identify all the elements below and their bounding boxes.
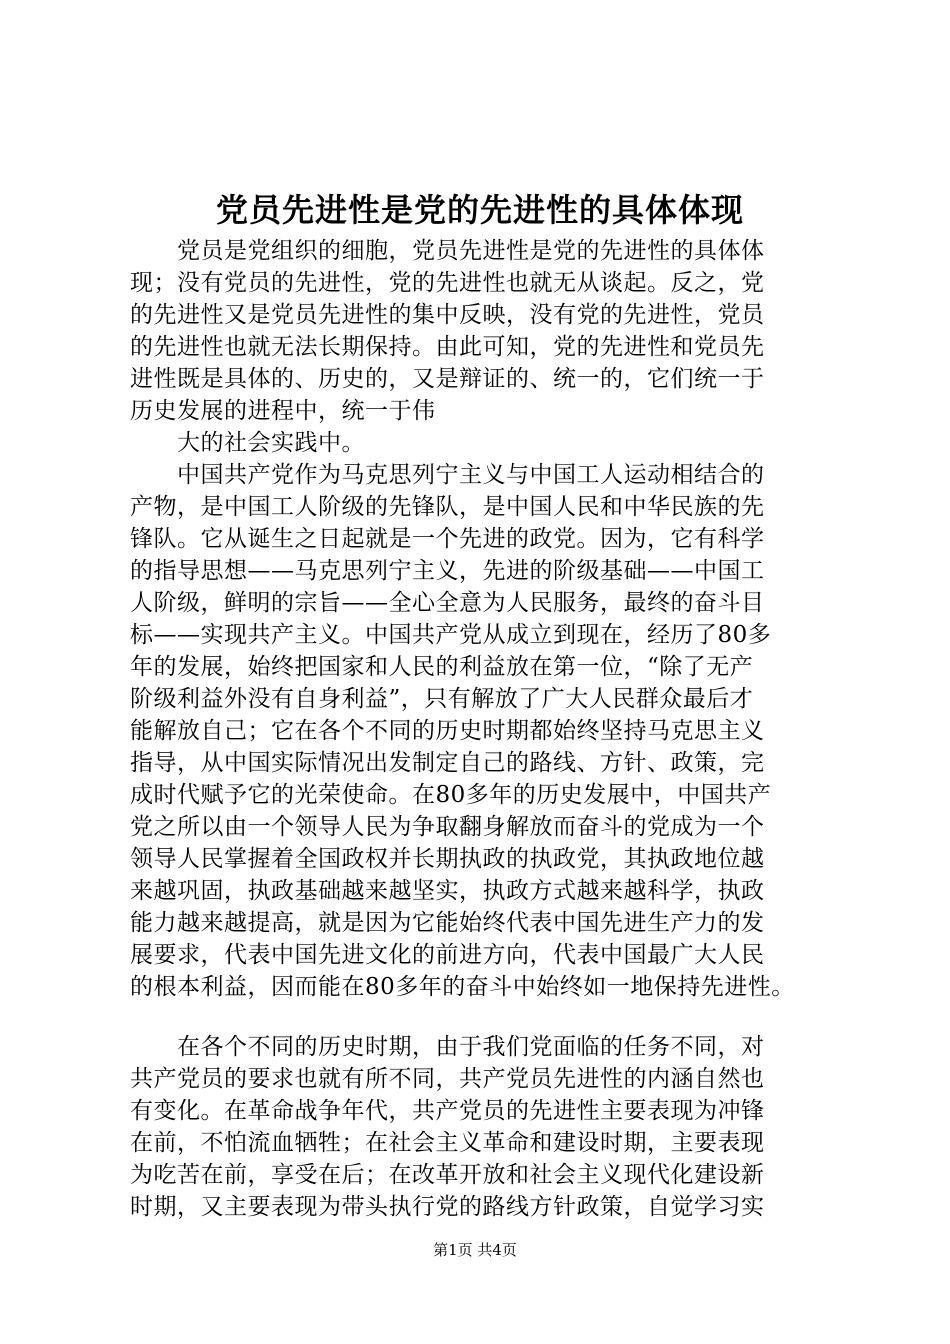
- text-line: 领导人民掌握着全国政权并长期执政的执政党，其执政地位越: [130, 846, 765, 872]
- text-line: 党之所以由一个领导人民为争取翻身解放而奋斗的党成为一个: [130, 814, 765, 840]
- text-line: 来越巩固，执政基础越来越坚实，执政方式越来越科学，执政: [130, 878, 765, 904]
- text-line: 展要求，代表中国先进文化的前进方向，代表中国最广大人民: [130, 942, 765, 968]
- text-line: 成时代赋予它的光荣使命。在80多年的历史发展中，中国共产: [130, 782, 772, 808]
- text-line: 大的社会实践中。: [177, 430, 365, 456]
- text-line: 能力越来越提高，就是因为它能始终代表中国先进生产力的发: [130, 910, 765, 936]
- text-line: 阶级利益外没有自身利益”，只有解放了广大人民群众最后才: [130, 686, 754, 712]
- text-line: 为吃苦在前，享受在后；在改革开放和社会主义现代化建设新: [130, 1162, 765, 1188]
- text-line: 时期，又主要表现为带头执行党的路线方针政策，自觉学习实: [130, 1194, 765, 1220]
- document-title: 党员先进性是党的先进性的具体体现: [215, 191, 744, 229]
- text-line: 产物，是中国工人阶级的先锋队，是中国人民和中华民族的先: [130, 494, 765, 520]
- text-line: 进性既是具体的、历史的，又是辩证的、统一的，它们统一于: [130, 366, 765, 392]
- text-line: 的根本利益，因而能在80多年的奋斗中始终如一地保持先进性。: [130, 974, 795, 1000]
- text-line: 历史发展的进程中，统一于伟: [130, 398, 436, 424]
- text-line: 在各个不同的历史时期，由于我们党面临的任务不同，对: [177, 1034, 765, 1060]
- text-line: 现；没有党员的先进性，党的先进性也就无从谈起。反之，党: [130, 270, 765, 296]
- text-line: 指导，从中国实际情况出发制定自己的路线、方针、政策，完: [130, 750, 765, 776]
- text-line: 共产党员的要求也就有所不同，共产党员先进性的内涵自然也: [130, 1066, 765, 1092]
- text-line: 年的发展，始终把国家和人民的利益放在第一位，“除了无产: [130, 654, 754, 680]
- page-footer: 第1页 共4页: [433, 1241, 517, 1259]
- text-line: 标——实现共产主义。中国共产党从成立到现在，经历了80多: [130, 622, 772, 648]
- text-line: 的先进性又是党员先进性的集中反映，没有党的先进性，党员: [130, 302, 765, 328]
- text-line: 有变化。在革命战争年代，共产党员的先进性主要表现为冲锋: [130, 1098, 765, 1124]
- text-line: 的先进性也就无法长期保持。由此可知，党的先进性和党员先: [130, 334, 765, 360]
- text-line: 中国共产党作为马克思列宁主义与中国工人运动相结合的: [177, 462, 765, 488]
- text-line: 人阶级，鲜明的宗旨——全心全意为人民服务，最终的奋斗目: [130, 590, 765, 616]
- text-line: 在前，不怕流血牺牲；在社会主义革命和建设时期，主要表现: [130, 1130, 765, 1156]
- text-line: 锋队。它从诞生之日起就是一个先进的政党。因为，它有科学: [130, 526, 765, 552]
- text-line: 党员是党组织的细胞，党员先进性是党的先进性的具体体: [177, 238, 765, 264]
- text-line: 的指导思想——马克思列宁主义，先进的阶级基础——中国工: [130, 558, 765, 584]
- text-line: 能解放自己；它在各个不同的历史时期都始终坚持马克思主义: [130, 718, 765, 744]
